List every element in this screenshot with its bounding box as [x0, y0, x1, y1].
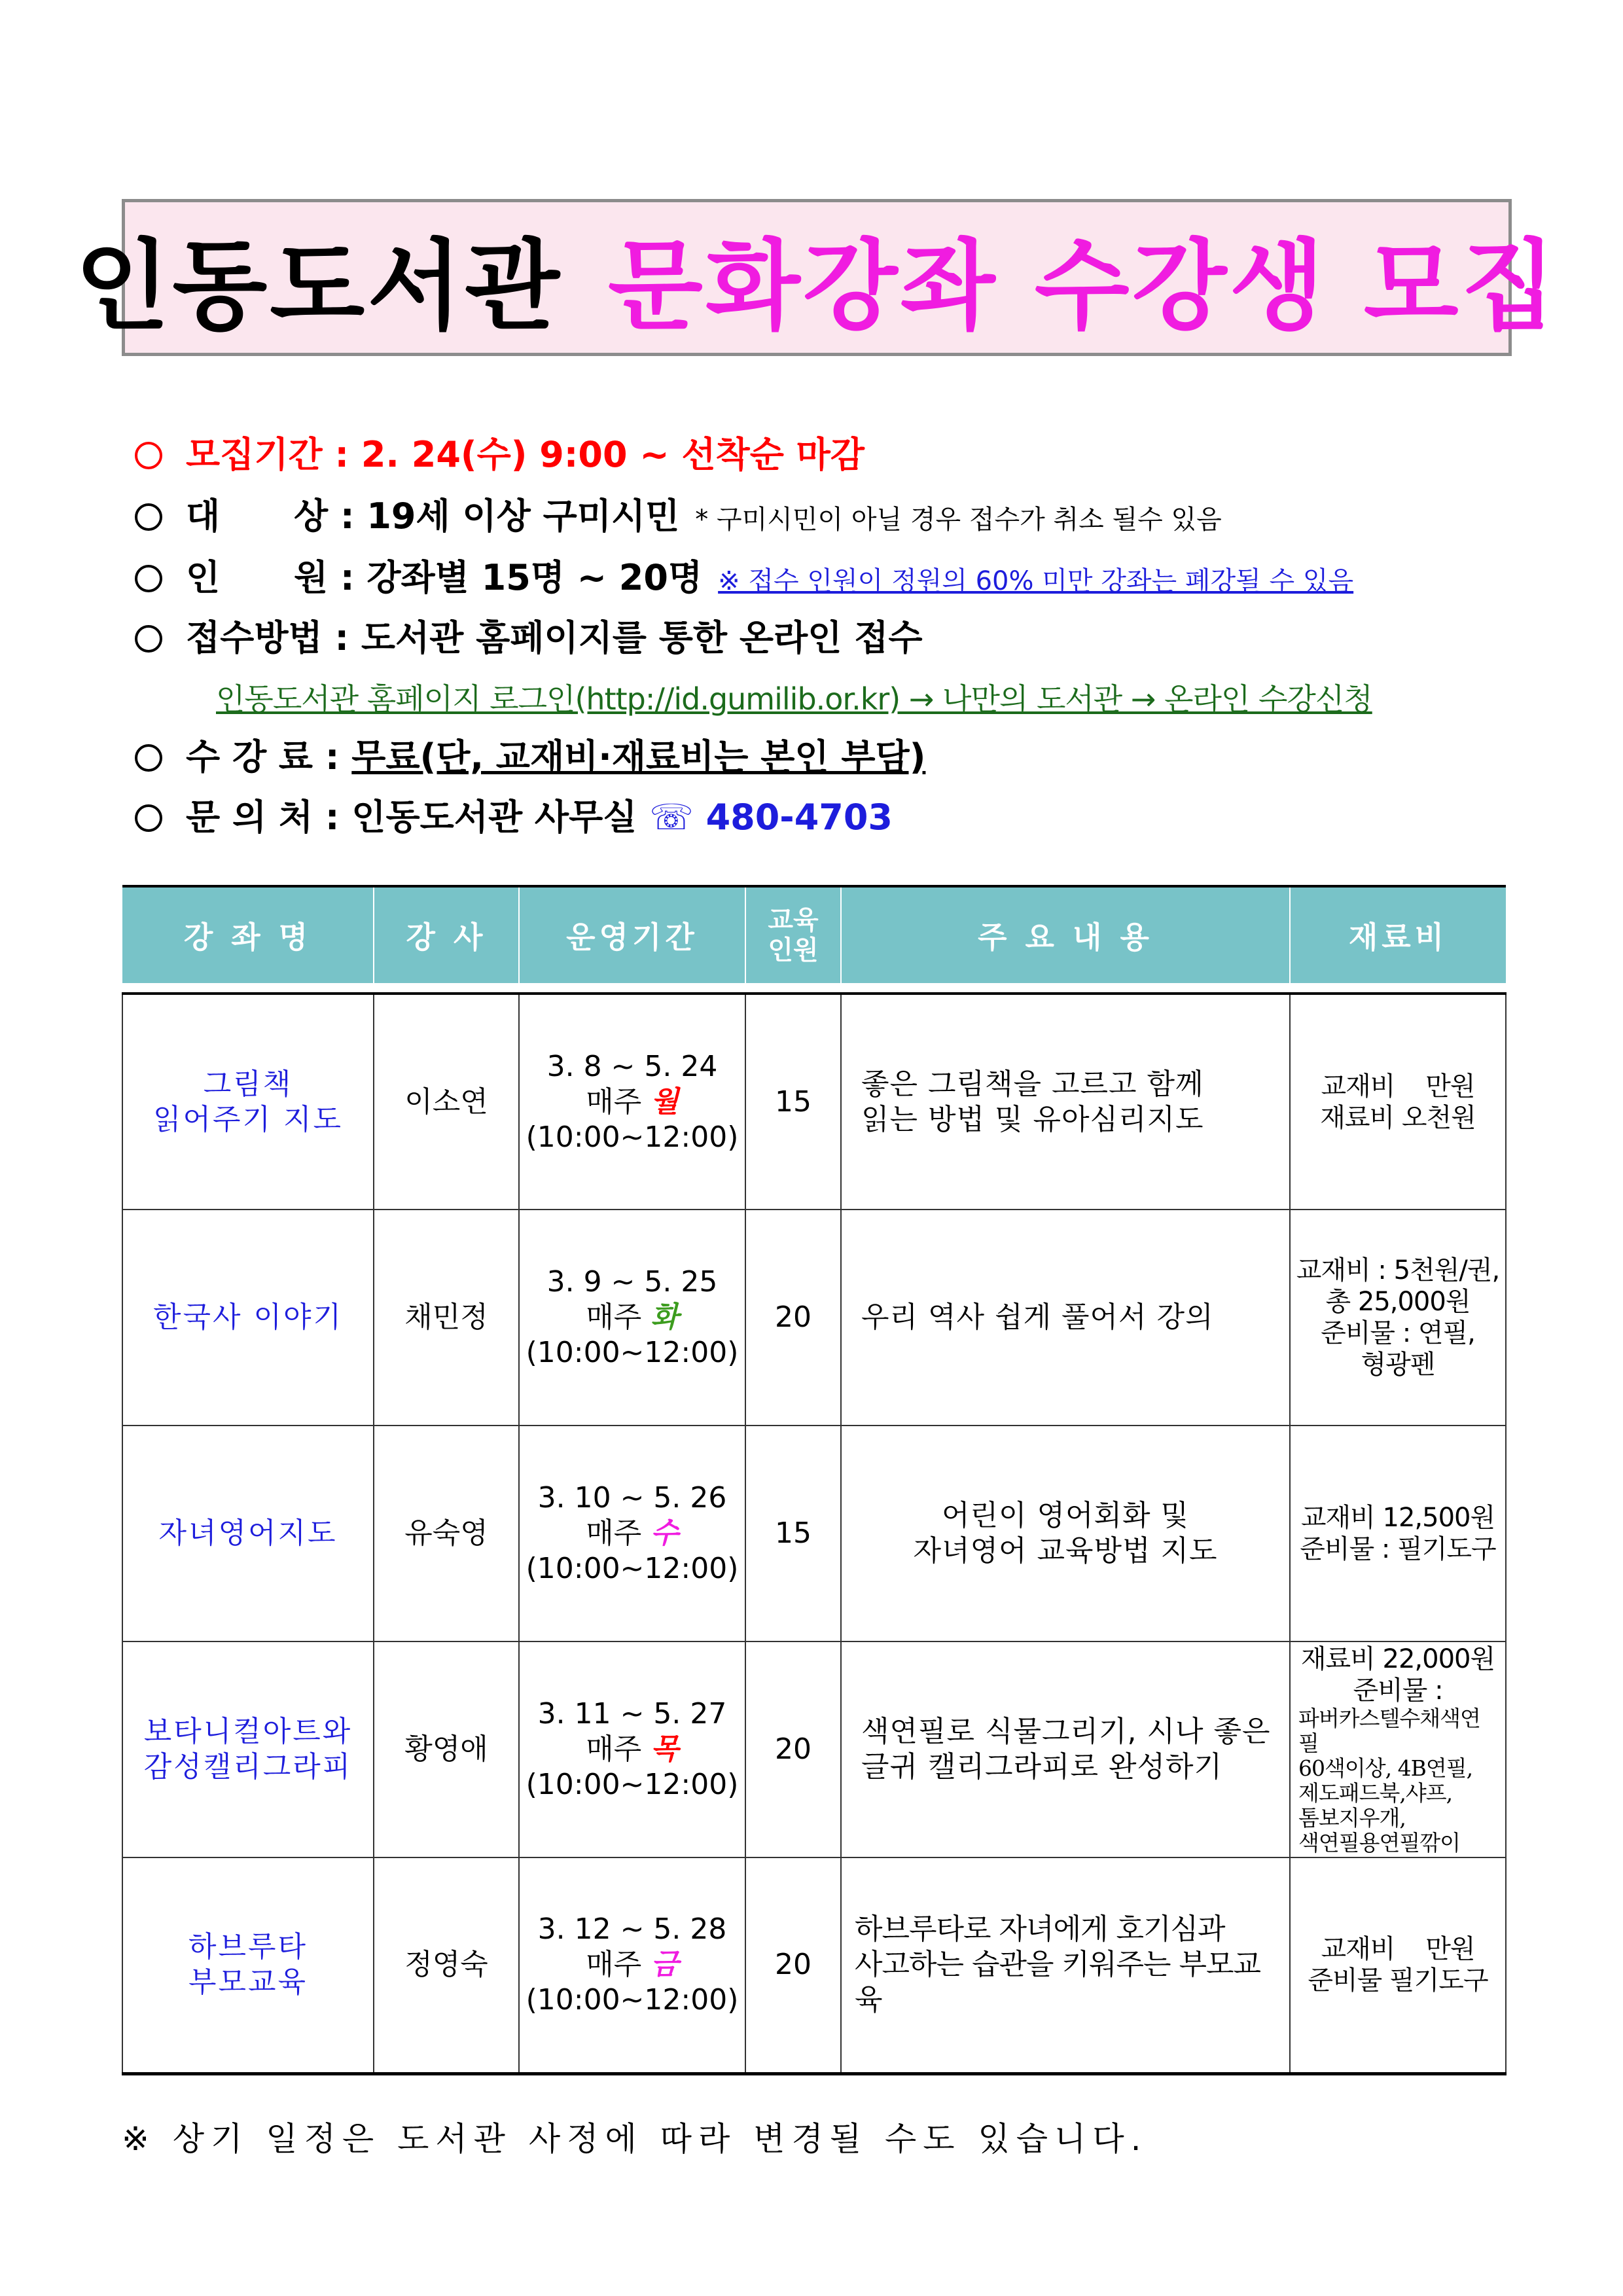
- weekly-label: 매주: [586, 1732, 642, 1766]
- weekly-label: 매주: [586, 1948, 642, 1982]
- table-row: [122, 1857, 1506, 2073]
- header-course-name: 강 좌 명: [122, 886, 374, 983]
- header-content: 주 요 내 용: [841, 886, 1290, 983]
- page-title: [75, 199, 1559, 356]
- info-label: 접수방법: [186, 617, 323, 658]
- header-capacity: 교육 인원: [745, 886, 841, 983]
- header-period: 운영기간: [519, 886, 745, 983]
- table-row: [122, 994, 1506, 1210]
- course-period: [519, 1426, 745, 1641]
- material-top: 재료비 22,000원 준비물 :: [1300, 1644, 1495, 1706]
- course-day: 목: [651, 1732, 679, 1766]
- circle-bullet-icon: [135, 804, 162, 832]
- course-teacher: 채민정: [374, 1210, 519, 1426]
- course-name: 하브루타 부모교육: [122, 1857, 374, 2073]
- circle-bullet-icon: [135, 625, 162, 653]
- circle-bullet-icon: [135, 503, 162, 531]
- course-period: [519, 1210, 745, 1426]
- phone-icon: ☏: [649, 797, 694, 838]
- course-teacher: 황영애: [374, 1641, 519, 1857]
- table-row: [122, 1210, 1506, 1426]
- course-count: 15: [745, 1426, 841, 1641]
- weekly-label: 매주: [586, 1300, 642, 1334]
- info-label: 문 의 처: [186, 797, 313, 838]
- course-name: 보타니컬아트와 감성캘리그라피: [122, 1641, 374, 1857]
- info-value: 19세 이상 구미시민: [366, 495, 680, 537]
- course-period: [519, 1641, 745, 1857]
- course-day: 금: [651, 1948, 679, 1982]
- online-signup-instructions[interactable]: 인동도서관 홈페이지 로그인(http://id.gumilib.or.kr) → 나만의 도서관 → 온라인 수강신청: [216, 681, 1372, 717]
- course-count: 20: [745, 1857, 841, 2073]
- course-count: 20: [745, 1210, 841, 1426]
- course-teacher: 정영숙: [374, 1857, 519, 2073]
- weekly-label: 매주: [586, 1085, 642, 1119]
- info-note: * 구미시민이 아닐 경우 접수가 취소 될수 있음: [695, 505, 1222, 535]
- table-row: [122, 1426, 1506, 1641]
- period-dates: 3. 9 ~ 5. 25: [546, 1265, 718, 1299]
- course-day: 화: [651, 1300, 679, 1334]
- course-count: 20: [745, 1641, 841, 1857]
- period-dates: 3. 10 ~ 5. 26: [537, 1481, 727, 1515]
- course-content: 우리 역사 쉽게 풀어서 강의: [841, 1210, 1290, 1426]
- info-label: 대 상: [186, 495, 329, 537]
- course-time: (10:00~12:00): [526, 1768, 739, 1801]
- header-teacher: 강 사: [374, 886, 519, 983]
- info-note: ※ 접수 인원이 정원의 60% 미만 강좌는 폐강될 수 있음: [718, 566, 1354, 596]
- course-name: 그림책 읽어주기 지도: [122, 994, 374, 1210]
- footnote: ※ 상기 일정은 도서관 사정에 따라 변경될 수도 있습니다.: [122, 2120, 1148, 2158]
- info-capacity: 인 원 : 강좌별 15명 ~ 20명 ※ 접수 인원이 정원의 60% 미만 강좌는 폐강될 수 있음: [135, 560, 1353, 596]
- course-material: [1290, 1641, 1506, 1857]
- info-contact: 문 의 처 : 인동도서관 사무실 ☏ 480-4703: [135, 800, 893, 835]
- info-fee: 수 강 료 : 무료(단, 교재비·재료비는 본인 부담): [135, 740, 925, 775]
- period-dates: 3. 8 ~ 5. 24: [546, 1049, 718, 1083]
- course-content: 하브루타로 자녀에게 호기심과 사고하는 습관을 키워주는 부모교육: [841, 1857, 1290, 2073]
- info-value: 도서관 홈페이지를 통한 온라인 접수: [361, 617, 923, 658]
- info-value: 2. 24(수) 9:00 ~ 선착순 마감: [361, 434, 865, 475]
- circle-bullet-icon: [135, 442, 162, 469]
- course-time: (10:00~12:00): [526, 1336, 739, 1369]
- course-teacher: 유숙영: [374, 1426, 519, 1641]
- period-dates: 3. 12 ~ 5. 28: [537, 1912, 727, 1946]
- circle-bullet-icon: [135, 565, 162, 592]
- course-content: 어린이 영어회화 및 자녀영어 교육방법 지도: [841, 1426, 1290, 1641]
- course-name: 자녀영어지도: [122, 1426, 374, 1641]
- course-time: (10:00~12:00): [526, 1552, 739, 1585]
- title-recruitment: 문화강좌 수강생 모집: [607, 230, 1559, 344]
- period-dates: 3. 11 ~ 5. 27: [537, 1697, 727, 1731]
- info-label: 모집기간: [186, 434, 323, 475]
- material-list: 파버카스텔수채색연필 60색이상, 4B연필, 제도패드북,샤프, 톰보지우개, 색연필용연필깎이: [1298, 1706, 1480, 1856]
- info-label: 수 강 료: [186, 736, 313, 778]
- course-name: 한국사 이야기: [122, 1210, 374, 1426]
- info-value: 무료(단, 교재비·재료비는 본인 부담): [351, 736, 926, 778]
- course-period: [519, 994, 745, 1210]
- info-value: 강좌별 15명 ~ 20명: [366, 557, 703, 598]
- course-content: 좋은 그림책을 고르고 함께 읽는 방법 및 유아심리지도: [841, 994, 1290, 1210]
- info-label: 인 원: [186, 557, 329, 598]
- course-table: [122, 885, 1507, 2075]
- header-material: 재료비: [1290, 886, 1506, 983]
- course-day: 월: [651, 1085, 679, 1119]
- course-material: 교재비 12,500원 준비물 : 필기도구: [1290, 1426, 1506, 1641]
- course-count: 15: [745, 994, 841, 1210]
- course-time: (10:00~12:00): [526, 1120, 739, 1154]
- course-time: (10:00~12:00): [526, 1983, 739, 2017]
- title-library-name: 인동도서관: [75, 230, 562, 344]
- course-period: [519, 1857, 745, 2073]
- circle-bullet-icon: [135, 744, 162, 772]
- course-material: 교재비 만원 재료비 오천원: [1290, 994, 1506, 1210]
- info-target: 대 상 : 19세 이상 구미시민 * 구미시민이 아닐 경우 접수가 취소 될수 있음: [135, 499, 1222, 534]
- info-method: 접수방법 : 도서관 홈페이지를 통한 온라인 접수: [135, 620, 923, 656]
- course-teacher: 이소연: [374, 994, 519, 1210]
- table-row: [122, 1641, 1506, 1857]
- course-content: 색연필로 식물그리기, 시나 좋은 글귀 캘리그라피로 완성하기: [841, 1641, 1290, 1857]
- weekly-label: 매주: [586, 1516, 642, 1550]
- course-material: 교재비 만원 준비물 필기도구: [1290, 1857, 1506, 2073]
- info-recruit-period: 모집기간 : 2. 24(수) 9:00 ~ 선착순 마감: [135, 437, 865, 473]
- info-value: 인동도서관 사무실: [351, 797, 637, 838]
- course-day: 수: [651, 1516, 679, 1550]
- course-material: 교재비 : 5천원/권, 총 25,000원 준비물 : 연필, 형광펜: [1290, 1210, 1506, 1426]
- phone-number[interactable]: 480-4703: [705, 797, 893, 838]
